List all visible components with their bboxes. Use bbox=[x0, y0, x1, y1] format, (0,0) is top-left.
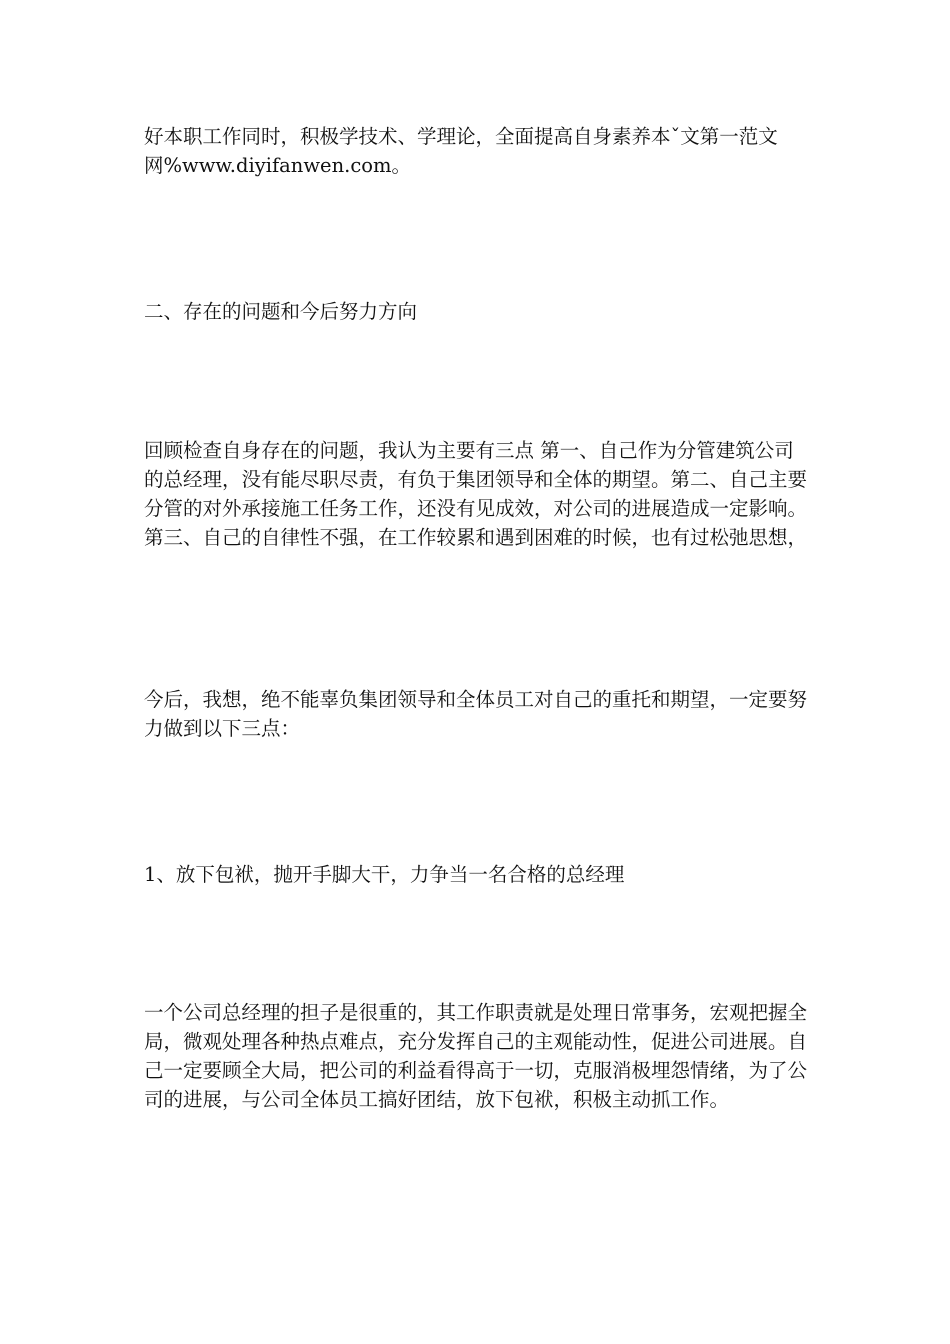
text-line: 的总经理，没有能尽职尽责，有负于集团领导和全体的期望。第二、自己主要 bbox=[144, 468, 808, 491]
section-heading-problems-and-direction bbox=[144, 297, 814, 326]
text-line: 力做到以下三点： bbox=[144, 717, 301, 740]
subheading-text: 1、放下包袱，抛开手脚大干，力争当一名合格的总经理 bbox=[144, 863, 625, 886]
text-line: 局，微观处理各种热点难点，充分发挥自己的主观能动性，促进公司进展。自 bbox=[144, 1030, 808, 1053]
paragraph-study-continuation bbox=[144, 122, 814, 180]
paragraph-future-commitment bbox=[144, 685, 814, 743]
text-line: 第三、自己的自律性不强，在工作较累和遇到困难的时候，也有过松弛思想， bbox=[144, 526, 808, 549]
paragraph-problems-review bbox=[144, 436, 814, 552]
paragraph-manager-duties bbox=[144, 998, 814, 1114]
heading-text: 二、存在的问题和今后努力方向 bbox=[144, 300, 418, 323]
text-line: 司的进展，与公司全体员工搞好团结，放下包袱，积极主动抓工作。 bbox=[144, 1088, 730, 1111]
text-line: 好本职工作同时，积极学技术、学理论，全面提高自身素养本ˇ文第一范文 bbox=[144, 125, 778, 148]
subheading-point-one bbox=[144, 860, 814, 889]
text-line: 分管的对外承接施工任务工作，还没有见成效，对公司的进展造成一定影响。 bbox=[144, 497, 808, 520]
text-line: 己一定要顾全大局，把公司的利益看得高于一切，克服消极埋怨情绪，为了公 bbox=[144, 1059, 808, 1082]
text-line: 网%www.diyifanwen.com。 bbox=[144, 154, 412, 177]
text-line: 回顾检查自身存在的问题，我认为主要有三点 第一、自己作为分管建筑公司 bbox=[144, 439, 794, 462]
text-line: 一个公司总经理的担子是很重的，其工作职责就是处理日常事务，宏观把握全 bbox=[144, 1001, 808, 1024]
text-line: 今后，我想，绝不能辜负集团领导和全体员工对自己的重托和期望，一定要努 bbox=[144, 688, 808, 711]
